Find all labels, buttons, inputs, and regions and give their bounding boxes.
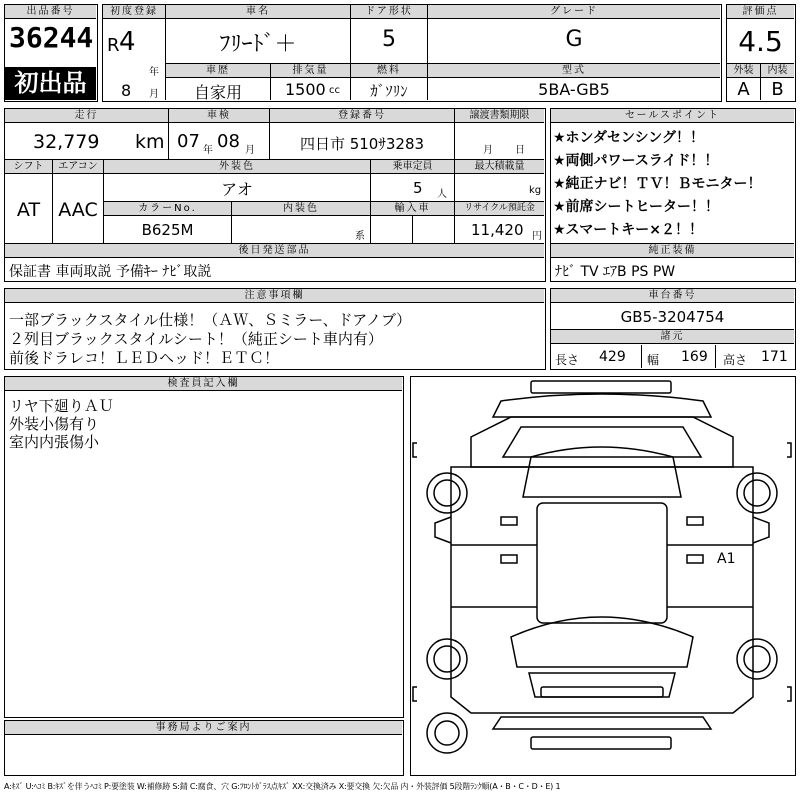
transfer-month: 月 <box>483 145 493 156</box>
sales-point-5: ★スマートキー×２！！ <box>553 222 704 238</box>
recycle: 11,420 <box>471 221 524 239</box>
inspector-note-2: 外装小傷有り <box>9 415 100 433</box>
length: 429 <box>599 349 626 365</box>
sales-points-box <box>550 108 796 282</box>
interior-grade: B <box>771 79 784 100</box>
kei-unit: 系 <box>355 231 365 242</box>
transfer-day-label: 日 <box>515 145 525 156</box>
height: 171 <box>761 349 788 365</box>
km-unit: km <box>135 131 165 153</box>
note-3: 前後ドラレコ！ＬＥＤヘッド！ＥＴＣ！ <box>9 349 280 367</box>
score-box <box>726 4 796 102</box>
inspector-header: 検査員記入欄 <box>5 377 402 391</box>
top-grid <box>102 4 722 102</box>
notes-box <box>4 288 546 370</box>
note-1: 一部ブラックスタイル仕様！（ＡＷ、Ｓミラー、ドアノブ） <box>9 311 412 329</box>
chassis-header: 車台番号 <box>551 289 794 303</box>
car-diagram <box>411 377 794 774</box>
color-no-header: カラーNo. <box>104 202 231 216</box>
inspector-note-1: リヤ下廻りＡＵ <box>9 397 114 415</box>
inspector-box <box>4 376 404 718</box>
genuine-equipment: ﾅﾋﾞ TV ｴｱB PS PW <box>555 264 676 280</box>
year-unit: 年 <box>149 67 159 78</box>
reg-year: 4 <box>119 27 136 57</box>
length-label: 長さ <box>555 353 580 367</box>
ext-color: アオ <box>221 180 253 199</box>
yen-unit: 円 <box>532 231 542 242</box>
lot-number: 36244 <box>9 21 94 54</box>
door-header: ドア形状 <box>351 5 427 19</box>
sales-point-2: ★両側パワースライド！！ <box>553 153 719 169</box>
import-header: 輸入車 <box>371 202 454 216</box>
door-type: 5 <box>382 27 396 52</box>
later-parts-header: 後日発送部品 <box>5 244 544 258</box>
shift-header: シフト <box>5 160 52 174</box>
inspection-header: 車検 <box>169 109 269 123</box>
note-2: ２列目ブラックスタイルシート！（純正シート車内有） <box>9 330 383 348</box>
kg-unit: kg <box>529 185 542 196</box>
genuine-header: 純正装備 <box>551 244 794 258</box>
sales-point-1: ★ホンダセンシング！！ <box>553 130 705 146</box>
reg-no-header: 登録番号 <box>270 109 454 123</box>
later-parts: 保証書 車両取説 予備ｷｰ ﾅﾋﾞ取説 <box>9 264 212 280</box>
mileage: 32,779 <box>33 131 100 153</box>
grade-header: グレード <box>428 5 720 19</box>
first-listing-badge: 初出品 <box>5 67 96 100</box>
inspection-month: 08 <box>217 131 240 152</box>
displacement-header: 排気量 <box>271 64 350 78</box>
legend: A:ｷｽﾞ U:ﾍｺﾐ B:ｷｽﾞを伴うﾍｺﾐ P:要塗装 W:補修跡 S:錆 C:腐食、穴 G:ﾌﾛﾝﾄｶﾞﾗｽ点ｷｽﾞ XX:交換済み X:要交換 欠:欠品 内・外装評価 5段階ﾗﾝｸ順(A・B・C・D・E) 1 <box>4 782 561 791</box>
inspection-year: 07 <box>177 131 200 152</box>
damage-mark-a1: A1 <box>717 551 736 567</box>
car-name: ﾌﾘｰﾄﾞ＋ <box>219 32 297 57</box>
ext-color-header: 外装色 <box>104 160 370 174</box>
chassis-number: GB5-3204754 <box>620 308 725 326</box>
inspection-year-unit: 年 <box>203 145 213 156</box>
sales-point-3: ★純正ナビ！ＴＶ！Ｂモニター！ <box>553 176 762 192</box>
sales-point-4: ★前席シートヒーター！！ <box>553 199 719 215</box>
inspector-note-3: 室内内張傷小 <box>9 433 100 451</box>
width: 169 <box>681 349 708 365</box>
car-diagram-box <box>410 376 796 776</box>
capacity-header: 乗車定員 <box>371 160 454 174</box>
recycle-header: リサイクル預託金 <box>455 202 544 216</box>
mid-grid <box>4 108 546 282</box>
exterior-grade: A <box>737 79 750 100</box>
width-label: 幅 <box>647 353 660 367</box>
lot-number-box <box>4 4 98 102</box>
fuel-header: 燃料 <box>351 64 427 78</box>
fuel: ｶﾞｿﾘﾝ <box>370 82 408 100</box>
reg-month: 8 <box>121 81 132 100</box>
first-reg-header: 初度登録 <box>103 5 165 19</box>
grade: G <box>565 27 583 52</box>
month-unit: 月 <box>149 89 159 100</box>
aircon-header: エアコン <box>53 160 103 174</box>
sales-points-header: セールスポイント <box>551 109 794 123</box>
persons-unit: 人 <box>437 189 447 200</box>
history-header: 車歴 <box>166 64 270 78</box>
era: R <box>107 35 120 56</box>
reg-number: 四日市 510ｻ3283 <box>299 135 425 153</box>
office-box <box>4 720 404 776</box>
cc-unit: cc <box>329 85 340 96</box>
notes-header: 注意事項欄 <box>5 289 544 303</box>
displacement: 1500 <box>285 80 326 99</box>
model: 5BA-GB5 <box>538 80 610 99</box>
model-header: 型式 <box>428 64 720 78</box>
exterior-header: 外装 <box>727 64 760 78</box>
mileage-header: 走行 <box>5 109 168 123</box>
color-no: B625M <box>141 221 194 239</box>
max-load-header: 最大積載量 <box>455 160 544 174</box>
shift: AT <box>16 199 41 221</box>
capacity: 5 <box>413 179 423 197</box>
history: 自家用 <box>193 83 242 102</box>
transfer-header: 譲渡書類期限 <box>455 109 544 123</box>
inspection-month-unit: 月 <box>245 145 255 156</box>
height-label: 高さ <box>723 353 748 367</box>
interior-header: 内装 <box>761 64 794 78</box>
specs-header: 諸元 <box>551 330 794 344</box>
score-header: 評価点 <box>727 5 794 19</box>
int-color-header: 内装色 <box>232 202 370 216</box>
lot-number-header: 出品番号 <box>5 5 96 19</box>
score: 4.5 <box>738 25 783 58</box>
office-header: 事務局よりご案内 <box>5 721 402 735</box>
car-name-header: 車名 <box>166 5 350 19</box>
chassis-box <box>550 288 796 370</box>
aircon: AAC <box>58 199 98 221</box>
